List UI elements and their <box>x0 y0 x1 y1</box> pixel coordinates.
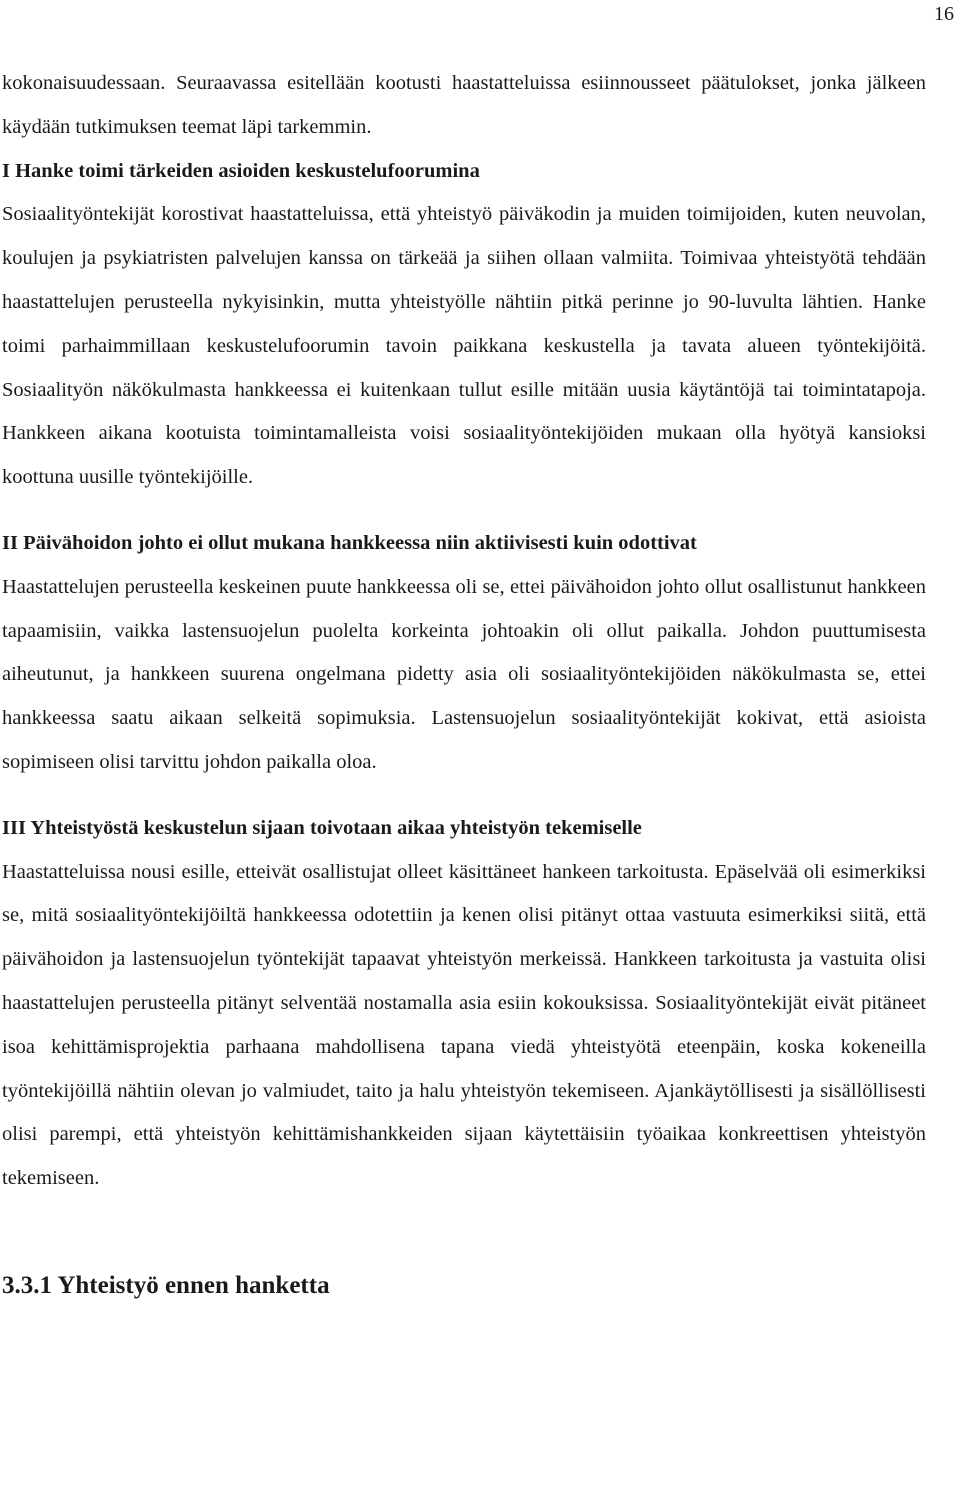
page-number: 16 <box>934 3 954 25</box>
next-section-heading: 3.3.1 Yhteistyö ennen hanketta <box>2 1271 330 1299</box>
section-body-1: Sosiaalityöntekijät korostivat haastatteluissa, että yhteistyö päiväkodin ja muiden toimijoiden, kuten neuvolan, koulujen ja psykiatristen palvelujen kanssa on tärkeää ja siihen ollaan valmiita. Toimivaa yhteistyötä tehdään haastattelujen perusteella nykyisinkin, mutta yhteistyölle nähtiin pitkä perinne jo 90-luvulta lähtien. Hanke toimi parhaimmillaan keskustelufoorumin tavoin paikkana keskustella ja tavata alueen työntekijöitä. Sosiaalityön näkökulmasta hankkeessa ei kuitenkaan tullut esille mitään uusia käytäntöjä tai toimintatapoja. Hankkeen aikana kootuista toimintamalleista voisi sosiaalityöntekijöiden mukaan olla hyötyä kansioksi koottuna uusille työntekijöille. <box>2 203 926 489</box>
section-heading-2: II Päivähoidon johto ei ollut mukana hankkeessa niin aktiivisesti kuin odottivat <box>2 531 697 554</box>
section-body-2: Haastattelujen perusteella keskeinen puute hankkeessa oli se, ettei päivähoidon johto ollut osallistunut hankkeen tapaamisiin, vaikka lastensuojelun puolelta korkeinta johtoakin oli ollut paikalla. Johdon puuttumisesta aiheutunut, ja hankkeen suurena ongelmana pidetty asia oli sosiaalityöntekijöiden näkökulmasta se, ettei hankkeessa saatu aikaan selkeitä sopimuksia. Lastensuojelun sosiaalityöntekijät kokivat, että asioista sopimiseen olisi tarvittu johdon paikalla oloa. <box>2 575 926 773</box>
section-heading-1: I Hanke toimi tärkeiden asioiden keskustelufoorumina <box>2 159 480 182</box>
section-body-3: Haastatteluissa nousi esille, etteivät osallistujat olleet käsittäneet hankeen tarkoitusta. Epäselvää oli esimerkiksi se, mitä sosiaalityöntekijöiltä hankkeessa odotettiin ja kenen olisi pitänyt ottaa vastuuta esimerkiksi siitä, että päivähoidon ja lastensuojelun työntekijät tapaavat yhteistyön merkeissä. Hankkeen tarkoitusta ja vastuita olisi haastattelujen perusteella pitänyt selventää nostamalla asia esiin kokouksissa. Sosiaalityöntekijät eivät pitäneet isoa kehittämisprojektia parhaana mahdollisena tapana viedä yhteistyötä eteenpäin, koska kokeneilla työntekijöillä nähtiin olevan jo valmiudet, taito ja halu yhteistyön tekemiseen. Ajankäytöllisesti ja sisällöllisesti olisi parempi, että yhteistyön kehittämishankkeiden sijaan käytettäisiin työaikaa konkreettisen yhteistyön tekemiseen. <box>2 860 926 1190</box>
intro-paragraph: kokonaisuudessaan. Seuraavassa esitellään kootusti haastatteluissa esiinnousseet päätulokset, jonka jälkeen käydään tutkimuksen teemat läpi tarkemmin. <box>2 72 926 138</box>
document-body <box>2 62 926 1301</box>
section-heading-3: III Yhteistyöstä keskustelun sijaan toivotaan aikaa yhteistyön tekemiselle <box>2 816 642 839</box>
